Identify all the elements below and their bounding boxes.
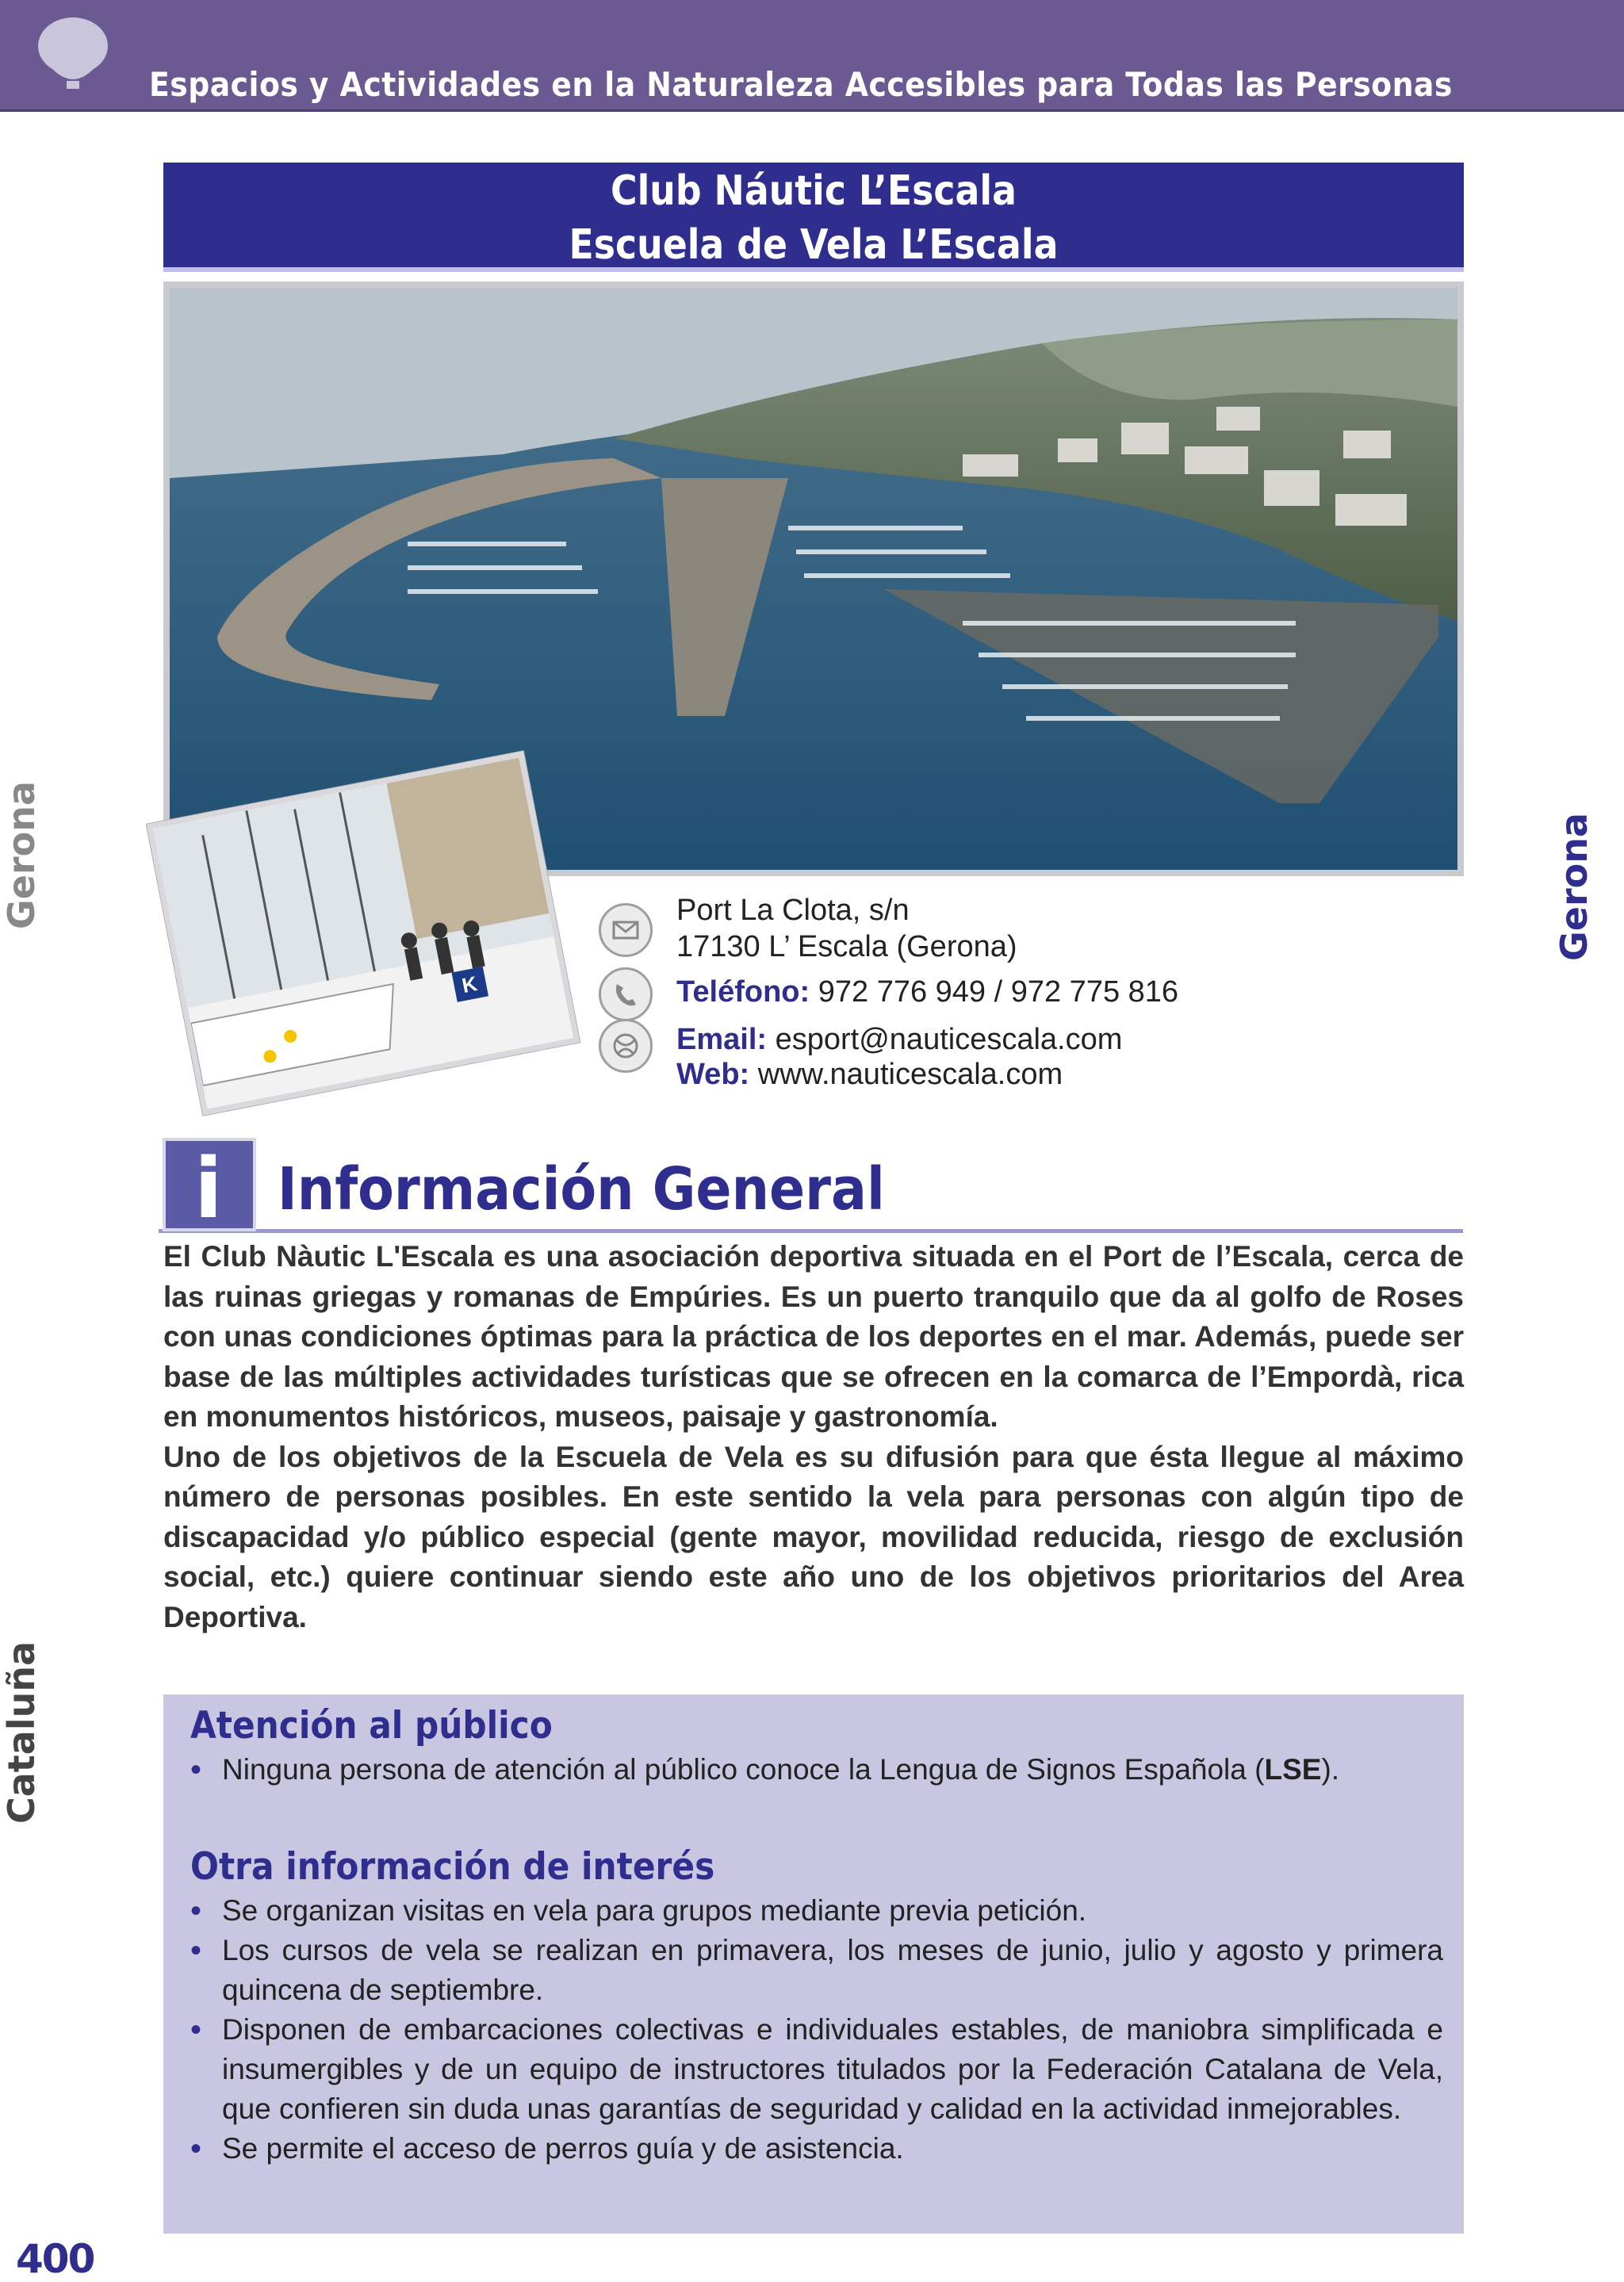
web-label: Web: xyxy=(676,1058,750,1091)
attention-heading: Atención al público xyxy=(190,1704,553,1748)
web-value[interactable]: www.nauticescala.com xyxy=(757,1058,1063,1091)
facility-name: Club Náutic L’Escala xyxy=(611,167,1017,215)
accessibility-info-box xyxy=(163,1694,1464,2234)
facility-subname: Escuela de Vela L’Escala xyxy=(569,221,1059,269)
email-value[interactable]: esport@nauticescala.com xyxy=(775,1023,1123,1056)
phone-label: Teléfono: xyxy=(676,975,810,1009)
info-badge-icon xyxy=(163,1138,256,1231)
marina-illustration xyxy=(153,757,573,1108)
phone-value[interactable]: 972 776 949 / 972 775 816 xyxy=(818,975,1179,1009)
list-item xyxy=(190,1750,1443,1790)
facility-title-box xyxy=(163,163,1464,272)
phone-row xyxy=(599,967,1439,1015)
list-item: • Disponen de embarcaciones colectivas e individuales estables, de maniobra simplificada e insumergibles y de un equipo de instructores titulados por la Federación Catalana de Vela, que confieren sin duda unas garantías de seguridad y calidad en la actividad inmejorables. xyxy=(190,2010,1443,2129)
attention-item-text: Ninguna persona de atención al público conoce la Lengua de Signos Española ( xyxy=(222,1753,1265,1786)
other-info-list xyxy=(190,1891,1443,2169)
email-label: Email: xyxy=(676,1023,768,1056)
globe-icon xyxy=(599,1019,653,1073)
section-title: Información General xyxy=(278,1155,885,1223)
side-label-region: Cataluña xyxy=(0,1641,43,1824)
page-number: 400 xyxy=(16,2236,94,2282)
list-item: • Los cursos de vela se realizan en primavera, los meses de junio, julio y agosto y primera quincena de septiembre. xyxy=(190,1931,1443,2010)
attention-item-end: ). xyxy=(1321,1753,1340,1786)
general-info-paragraph-2: Uno de los objetivos de la Escuela de Vela es su difusión para que ésta llegue al máximo número de personas posibles. En este sentido la vela para personas con algún tipo de discapacidad y/o público especial (gente mayor, movilidad reducida, riesgo de exclusión social, etc.) quiere continuar siendo este año uno de los objetivos prioritarios del Area Deportiva. xyxy=(163,1440,1464,1633)
envelope-icon xyxy=(599,903,653,957)
web-text xyxy=(676,1056,1063,1093)
side-label-province-left: Gerona xyxy=(0,780,43,929)
side-label-province-right: Gerona xyxy=(1553,812,1595,961)
phone-text xyxy=(676,974,1178,1010)
address-line-1: Port La Clota, s/n xyxy=(676,894,910,927)
general-info-paragraph-1: El Club Nàutic L'Escala es una asociación deportiva situada en el Port de l’Escala, cerca de las ruinas griegas y romanas de Empúries. Es un puerto tranquilo que da al golfo de Roses con unas condiciones óptimas para la práctica de los deportes en el mar. Además, puede ser base de las múltiples actividades turísticas que se ofrecen en la comarca de l’Empordà, rica en monumentos históricos, museos, paisaje y gastronomía. xyxy=(163,1240,1464,1433)
email-text xyxy=(676,1021,1122,1058)
general-info-text xyxy=(163,1237,1464,1637)
list-item: • Se organizan visitas en vela para grupos mediante previa petición. xyxy=(190,1891,1443,1931)
web-row xyxy=(599,1015,1439,1091)
address-line-2: 17130 L’ Escala (Gerona) xyxy=(676,930,1017,963)
header-bar xyxy=(0,0,1624,112)
svg-text:K: K xyxy=(460,971,480,998)
other-info-heading: Otra información de interés xyxy=(190,1845,715,1889)
contact-block xyxy=(599,892,1439,1091)
section-heading-general-info xyxy=(159,1138,1463,1233)
attention-item-bold: LSE xyxy=(1264,1753,1322,1786)
phone-icon xyxy=(599,967,653,1021)
attention-list xyxy=(190,1750,1443,1790)
balloon-icon xyxy=(32,16,115,91)
list-item: • Se permite el acceso de perros guía y de asistencia. xyxy=(190,2129,1443,2169)
publication-title: Espacios y Actividades en la Naturaleza Accesibles para Todas las Personas xyxy=(149,65,1453,104)
address-row xyxy=(599,892,1439,967)
info-letter: i xyxy=(194,1141,223,1228)
